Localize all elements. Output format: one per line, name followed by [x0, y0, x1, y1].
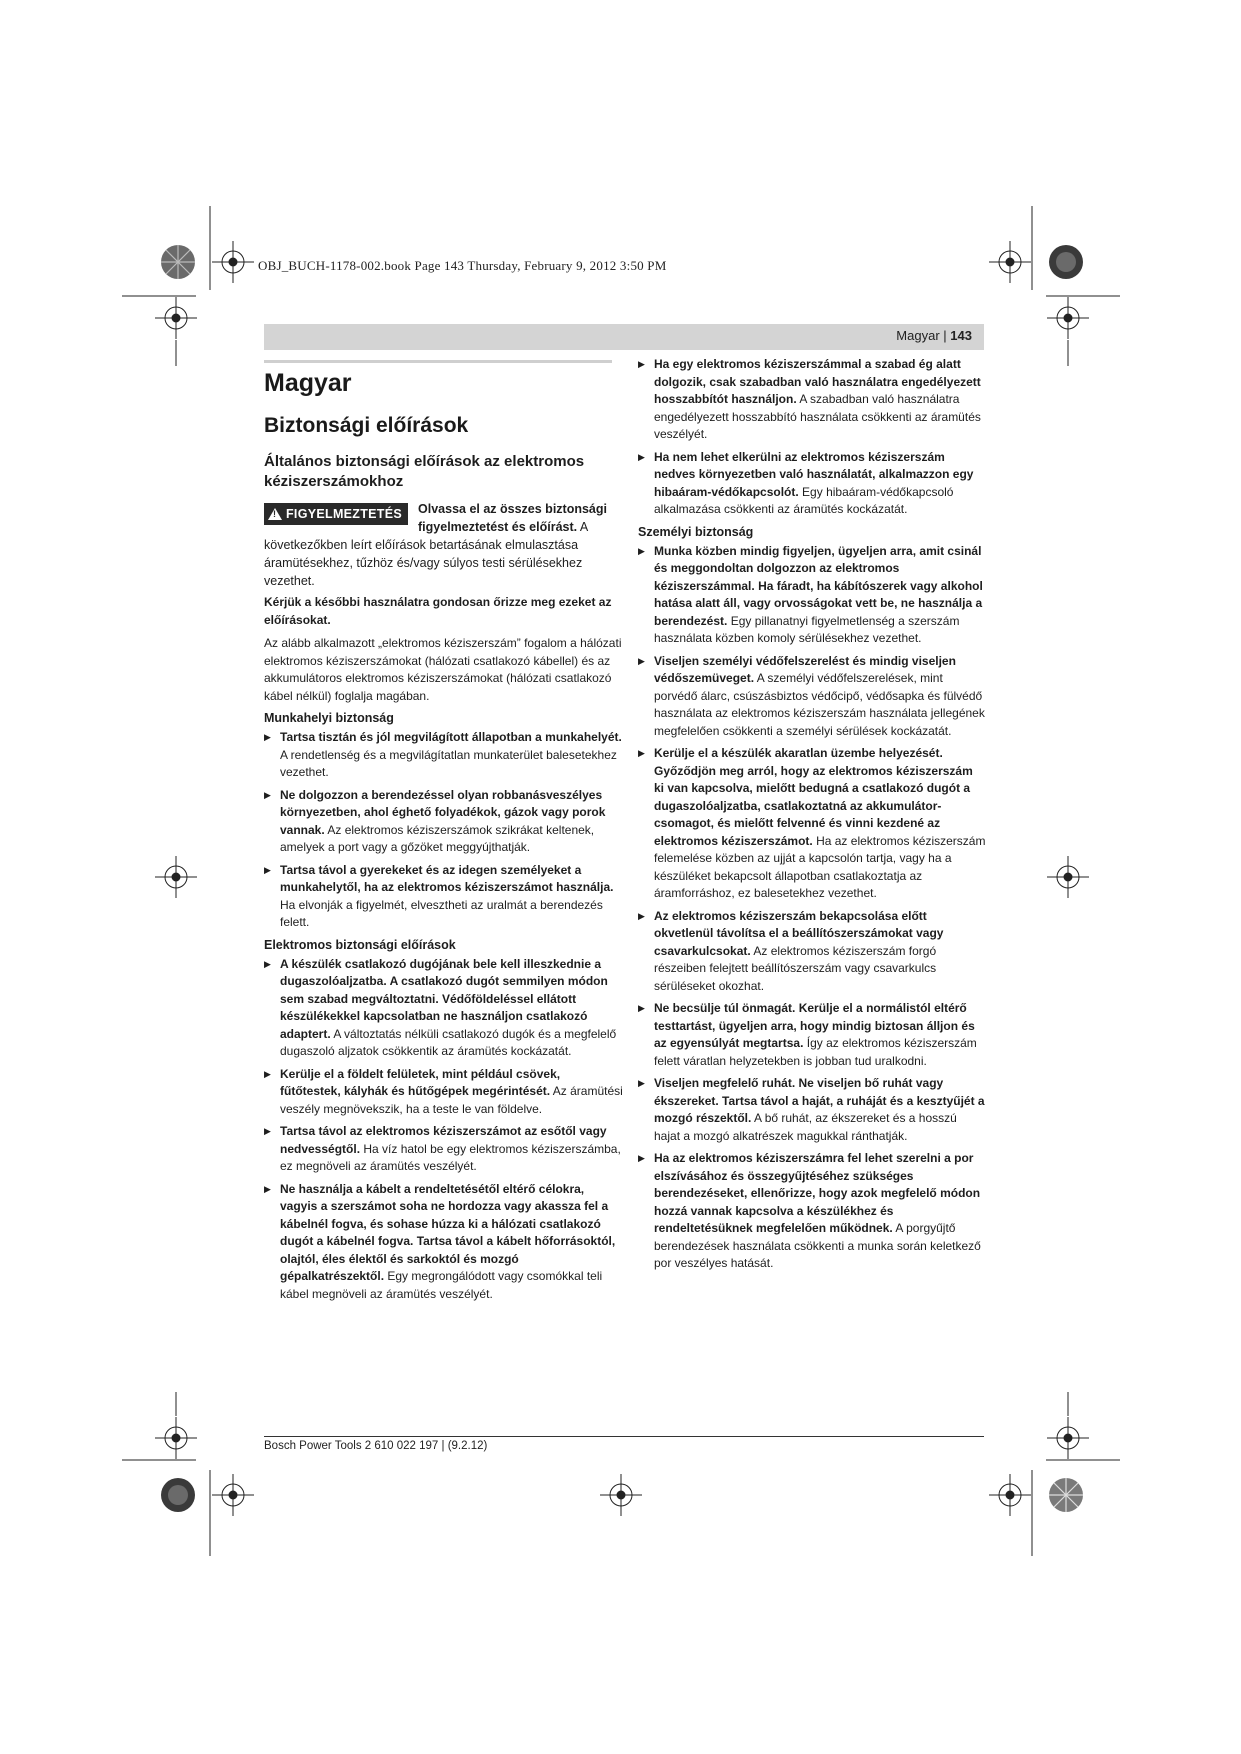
list-item: ▶ Tartsa tisztán és jól megvilágított állapotban a munkahelyét. A rendetlenség és a megvilágítatlan munkaterület balesetekhez vezethet. [264, 730, 622, 779]
title-rule [264, 360, 612, 363]
list-item: ▶ Ne becsülje túl önmagát. Kerülje el a normálistól eltérő testtartást, ügyeljen arra, hogy mindig biztosan álljon és az egyensúlyát megtartsa. Így az elektromos kéziszerszám felett váratlan helyzetekben is jobban tud uralkodni. [638, 1001, 977, 1068]
bullet-arrow-icon: ▶ [264, 1183, 271, 1194]
footer-rule [264, 1436, 984, 1437]
list-item: ▶ Munka közben mindig figyeljen, ügyeljen arra, amit csinál és meggondoltan dolgozzon az elektromos kéziszerszámmal. Ha fáradt, ha kábítószerek vagy alkohol hatása alatt áll, vagy orvosságokat vett be, ne használja a berendezést. Egy pillanatnyi figyelmetlenség a szerszám használata közben komoly sérülésekhez vezethet. [638, 543, 983, 645]
bullet-arrow-icon: ▶ [638, 545, 645, 556]
print-slug: OBJ_BUCH-1178-002.book Page 143 Thursday, February 9, 2012 3:50 PM [258, 258, 667, 273]
warning-badge-label: FIGYELMEZTETÉS [286, 507, 403, 521]
bullet-arrow-icon: ▶ [264, 864, 271, 875]
subsection-heading: Általános biztonsági előírások az elektromos kéziszerszámokhoz [264, 453, 585, 490]
right-column [638, 356, 986, 1278]
list-item: ▶ Kerülje el a készülék akaratlan üzembe helyezését. Győződjön meg arról, hogy az elektromos kéziszerszám ki van kapcsolva, mielőtt bedugná a csatlakozó dugót a dugaszolóaljzatba, csatlakoztatná az akkumulátor-csomagot, és mielőtt felvenné és vinni kezdené az elektromos kéziszerszámot. Ha az elektromos kéziszerszám felemelése közben az ujját a kapcsolón tartja, vagy ha a készüléket bekapcsolt állapotban csatlakoztatja az áramforráshoz, ez balesetekhez vezethet. [638, 746, 986, 900]
crosshair-mid-left [155, 856, 197, 898]
warning-badge [264, 503, 408, 525]
crosshair-bottom-left [212, 1474, 254, 1516]
list-item: ▶ Ha egy elektromos kéziszerszámmal a szabad ég alatt dolgozik, csak szabadban való használatra engedélyezett hosszabbítót használjon. A szabadban való használatra engedélyezett hosszabbító használata csökkenti az áramütés veszélyét. [638, 357, 981, 441]
page-number: 143 [950, 328, 972, 343]
list-item: ▶ Tartsa távol a gyerekeket és az idegen személyeket a munkahelytől, ha az elektromos kéziszerszámot használja. Ha elvonják a figyelmét, elvesztheti az uralmát a berendezés felett. [264, 862, 614, 929]
bullet-arrow-icon: ▶ [638, 1153, 645, 1163]
bullet-arrow-icon: ▶ [638, 451, 645, 462]
crosshair-top-right [989, 241, 1031, 283]
crosshair-upper-left [155, 297, 197, 339]
definition-paragraph: Az alább alkalmazott „elektromos kéziszerszám” fogalom a hálózati elektromos kéziszerszámokat (hálózati csatlakozó kábellel) és az akkumulátoros elektromos kéziszerszámokat (hálózati csatlakozó kábel nélkül) foglalja magában. [264, 636, 622, 703]
crosshair-mid-right [1047, 856, 1089, 898]
crosshair-upper-right [1047, 297, 1089, 339]
bullet-arrow-icon: ▶ [638, 1078, 645, 1088]
list-item: ▶ Ha az elektromos kéziszerszámra fel lehet szerelni a por elszívásához és összegyűjtéséhez szükséges berendezéseket, ellenőrizze, hogy azok megfelelő módon hozzá vannak kapcsolva a készülékhez és rendeltetésüknek megfelelően működnek. A porgyűjtő berendezések használata csökkenti a munka során keletkező por veszélyes hatását. [638, 1151, 981, 1270]
section-title: Biztonsági előírások [264, 414, 469, 437]
bullet-arrow-icon: ▶ [264, 732, 271, 742]
header-text [896, 328, 972, 343]
crosshair-bottom-center [600, 1474, 642, 1516]
color-wheel-top-right [1049, 245, 1083, 279]
list-item: ▶ Kerülje el a földelt felületek, mint például csövek, fűtőtestek, kályhák és hűtőgépek megérintését. Az áramütési veszély megnövekszik, ha a teste le van földelve. [264, 1066, 623, 1116]
color-wheel-bottom-right [1049, 1478, 1083, 1512]
keep-instructions-note: Kérjük a későbbi használatra gondosan őrizze meg ezeket az előírásokat. [264, 595, 612, 627]
work-area-title: Munkahelyi biztonság [264, 711, 394, 725]
color-wheel-bottom-left [161, 1478, 195, 1512]
left-column [264, 360, 624, 1308]
crosshair-lower-left [155, 1417, 197, 1459]
bullet-arrow-icon: ▶ [638, 359, 645, 369]
color-wheel-top-left [161, 245, 195, 279]
running-header [264, 324, 984, 350]
list-item: ▶ Az elektromos kéziszerszám bekapcsolása előtt okvetlenül távolítsa el a beállítószerszámokat vagy csavarkulcsokat. Az elektromos kéziszerszám forgó részeiben felejtett beállítószerszám vagy csavarkulcs sérüléseket okozhat. [638, 908, 944, 993]
header-section: Magyar [896, 328, 940, 343]
list-item: ▶ Tartsa távol az elektromos kéziszerszámot az esőtől vagy nedvességtől. Ha víz hatol be egy elektromos kéziszerszámba, ez megnöveli az áramütés veszélyét. [264, 1124, 621, 1173]
warning-bold-text: Olvassa el az összes biztonsági figyelmeztetést és előírást. [418, 502, 607, 534]
list-item: ▶ A készülék csatlakozó dugójának bele kell illeszkednie a dugaszolóaljzatba. A csatlakozó dugót semmilyen módon sem szabad megváltoztatni. Védőföldeléssel ellátott készülékekkel kapcsolatban ne használjon csatlakozó adaptert. A változtatás nélküli csatlakozó dugók és a megfelelő dugaszoló aljzatok csökkentik az áramütés kockázatát. [264, 956, 617, 1058]
list-item: ▶ Viseljen megfelelő ruhát. Ne viseljen bő ruhát vagy ékszereket. Tartsa távol a haját, a ruháját és a kesztyűjét a mozgó részektől. A bő ruhát, az ékszereket és a hosszú hajat a mozgó alkatrészek magukkal ránthatják. [638, 1076, 985, 1143]
bullet-arrow-icon: ▶ [638, 655, 645, 666]
bullet-arrow-icon: ▶ [264, 789, 271, 800]
header-separator: | [943, 328, 947, 343]
warning-text: A következőkben leírt előírások betartásának elmulasztása áramütésekhez, tűzhöz és/vagy súlyos testi sérülésekhez vezethet. [264, 520, 588, 588]
personal-safety-title: Személyi biztonság [638, 524, 754, 539]
bullet-arrow-icon: ▶ [264, 1068, 271, 1079]
bullet-arrow-icon: ▶ [638, 748, 645, 758]
list-item: ▶ Viseljen személyi védőfelszerelést és mindig viseljen védőszemüveget. A személyi védőfelszerelések, mint porvédő álarc, csúszásbiztos védőcipő, védősapka és fülvédő használata az elektromos kéziszerszám használata jellegének megfelelően csökkenti a személyi sérülések kockázatát. [638, 653, 985, 738]
page-title: Magyar [264, 369, 352, 397]
bullet-arrow-icon: ▶ [638, 910, 645, 921]
crosshair-bottom-right [989, 1474, 1031, 1516]
crosshair-lower-right [1047, 1417, 1089, 1459]
crosshair-top-left [212, 241, 254, 283]
warning-icon: ! [268, 508, 282, 520]
page-footer: Bosch Power Tools 2 610 022 197 | (9.2.12) [264, 1440, 488, 1452]
bullet-arrow-icon: ▶ [264, 1126, 271, 1136]
list-item: ▶ Ha nem lehet elkerülni az elektromos kéziszerszám nedves környezetben való használatát, alkalmazzon egy hibaáram-védőkapcsolót. Egy hibaáram-védőkapcsoló alkalmazása csökkenti az áramütés kockázatát. [638, 449, 974, 516]
bullet-arrow-icon: ▶ [264, 958, 271, 969]
electrical-title: Elektromos biztonsági előírások [264, 937, 456, 952]
warning-block [264, 500, 624, 590]
bullet-arrow-icon: ▶ [638, 1003, 645, 1013]
list-item: ▶ Ne használja a kábelt a rendeltetésétől eltérő célokra, vagyis a szerszámot soha ne hordozza vagy akassza fel a kábelnél fogva, és sohase húzza ki a hálózati csatlakozó dugót a kábelnél fogva. Tartsa távol a kábelt hőforrásoktól, olajtól, éles élektől és sarkoktól és mozgó gépalkatrészektől. Egy megrongálódott vagy csomókkal teli kábel megnöveli az áramütés veszélyét. [264, 1181, 616, 1301]
list-item: ▶ Ne dolgozzon a berendezéssel olyan robbanásveszélyes környezetben, ahol éghető folyadékok, gázok vagy porok vannak. Az elektromos kéziszerszámok szikrákat keltenek, amelyek a port vagy a gőzöket meggyújthatják. [264, 787, 606, 854]
